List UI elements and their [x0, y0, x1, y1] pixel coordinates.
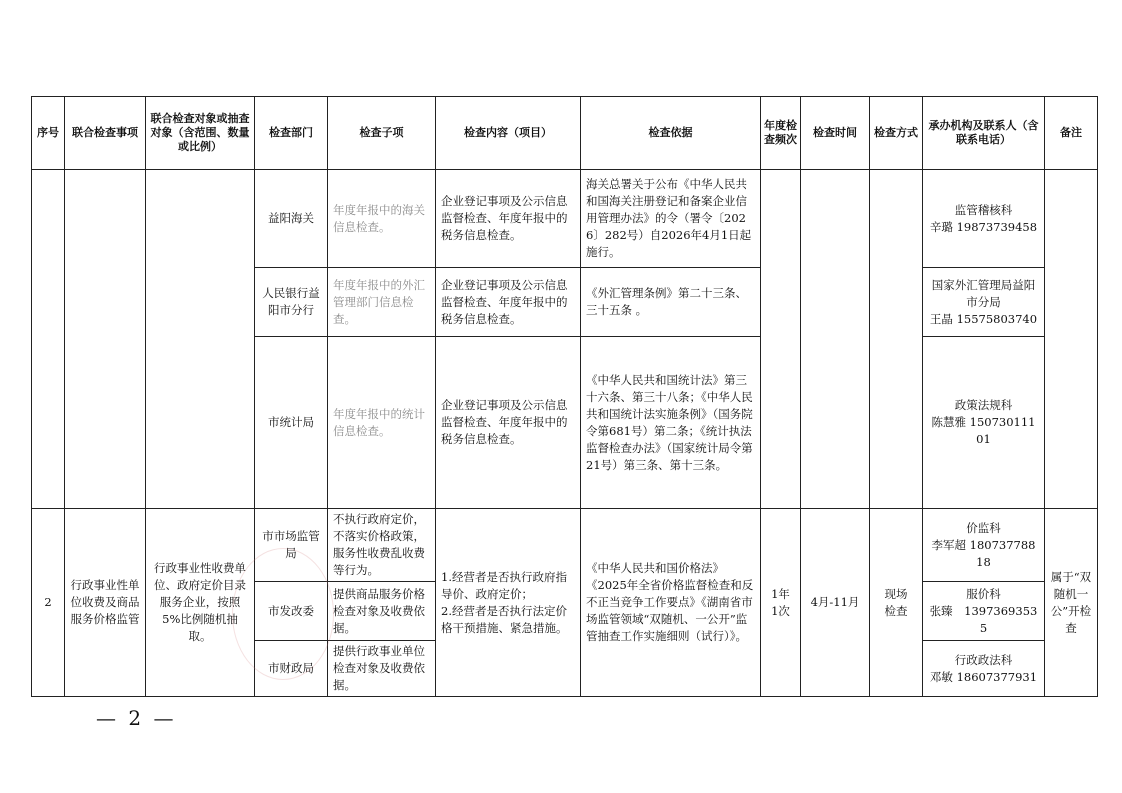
dept-cell: 市统计局: [255, 337, 328, 509]
basis-cell: 海关总署关于公布《中华人民共和国海关注册登记和备案企业信用管理办法》的令（署令〔2026〕282号）自2026年4月1日起施行。: [581, 170, 761, 268]
inspection-table: [31, 96, 1098, 697]
item-cell: 行政事业性单位收费及商品服务价格监管: [65, 509, 146, 697]
content-cell: 企业登记事项及公示信息监督检查、年度年报中的税务信息检查。: [436, 170, 581, 268]
header-dept: 检查部门: [255, 97, 328, 170]
item-cell: [65, 170, 146, 509]
contact-cell: 服价科 张臻 13973693535: [923, 582, 1045, 641]
freq-cell: 1年 1次: [761, 509, 801, 697]
seq-cell: 2: [32, 509, 65, 697]
subitem-cell: 提供商品服务价格检查对象及收费依据。: [328, 582, 436, 641]
subitem-cell: 年度年报中的外汇管理部门信息检查。: [328, 268, 436, 337]
note-cell: 属于“双随机一公”开检查: [1045, 509, 1098, 697]
content-cell: 企业登记事项及公示信息监督检查、年度年报中的税务信息检查。: [436, 268, 581, 337]
header-subitem: 检查子项: [328, 97, 436, 170]
dept-cell: 市财政局: [255, 641, 328, 697]
subitem-cell: 不执行政府定价，不落实价格政策，服务性收费乱收费等行为。: [328, 509, 436, 582]
header-seq: 序号: [32, 97, 65, 170]
header-row: [32, 97, 1098, 170]
page-number: — 2 —: [96, 706, 177, 730]
dept-cell: 市市场监管局: [255, 509, 328, 582]
table-row: [32, 509, 1098, 582]
header-item: 联合检查事项: [65, 97, 146, 170]
target-cell: [146, 170, 255, 509]
table-row: [32, 170, 1098, 268]
header-method: 检查方式: [870, 97, 923, 170]
method-cell: 现场 检查: [870, 509, 923, 697]
subitem-cell: 提供行政事业单位检查对象及收费依据。: [328, 641, 436, 697]
basis-cell: 《中华人民共和国价格法》 《2025年全省价格监督检查和反不正当竞争工作要点》《湖南省市场监管领域“双随机、一公开”监管抽查工作实施细则（试行）》。: [581, 509, 761, 697]
content-cell: 企业登记事项及公示信息监督检查、年度年报中的税务信息检查。: [436, 337, 581, 509]
header-content: 检查内容（项目）: [436, 97, 581, 170]
target-cell: 行政事业性收费单位、政府定价目录服务企业，按照5%比例随机抽取。: [146, 509, 255, 697]
subitem-cell: 年度年报中的海关信息检查。: [328, 170, 436, 268]
contact-cell: 国家外汇管理局益阳市分局 王晶 15575803740: [923, 268, 1045, 337]
dept-cell: 益阳海关: [255, 170, 328, 268]
dept-cell: 人民银行益阳市分行: [255, 268, 328, 337]
time-cell: [801, 170, 870, 509]
note-cell: [1045, 170, 1098, 509]
method-cell: [870, 170, 923, 509]
freq-cell: [761, 170, 801, 509]
time-cell: 4月-11月: [801, 509, 870, 697]
contact-cell: 行政政法科 邓敏 18607377931: [923, 641, 1045, 697]
basis-cell: 《中华人民共和国统计法》第三十六条、第三十八条；《中华人民共和国统计法实施条例》（国务院令第681号）第二条；《统计执法监督检查办法》（国家统计局令第21号）第三条、第十三条。: [581, 337, 761, 509]
header-freq: 年度检查频次: [761, 97, 801, 170]
dept-cell: 市发改委: [255, 582, 328, 641]
content-cell: 1.经营者是否执行政府指导价、政府定价； 2.经营者是否执行法定价格干预措施、紧急措施。: [436, 509, 581, 697]
header-target: 联合检查对象或抽查对象（含范围、数量或比例）: [146, 97, 255, 170]
header-note: 备注: [1045, 97, 1098, 170]
header-contact: 承办机构及联系人（含联系电话）: [923, 97, 1045, 170]
header-basis: 检查依据: [581, 97, 761, 170]
contact-cell: 价监科 李军超 18073778818: [923, 509, 1045, 582]
basis-cell: 《外汇管理条例》第二十三条、三十五条 。: [581, 268, 761, 337]
header-time: 检查时间: [801, 97, 870, 170]
contact-cell: 监管稽核科 辛璐 19873739458: [923, 170, 1045, 268]
subitem-cell: 年度年报中的统计信息检查。: [328, 337, 436, 509]
contact-cell: 政策法规科 陈慧雅 15073011101: [923, 337, 1045, 509]
seq-cell: [32, 170, 65, 509]
